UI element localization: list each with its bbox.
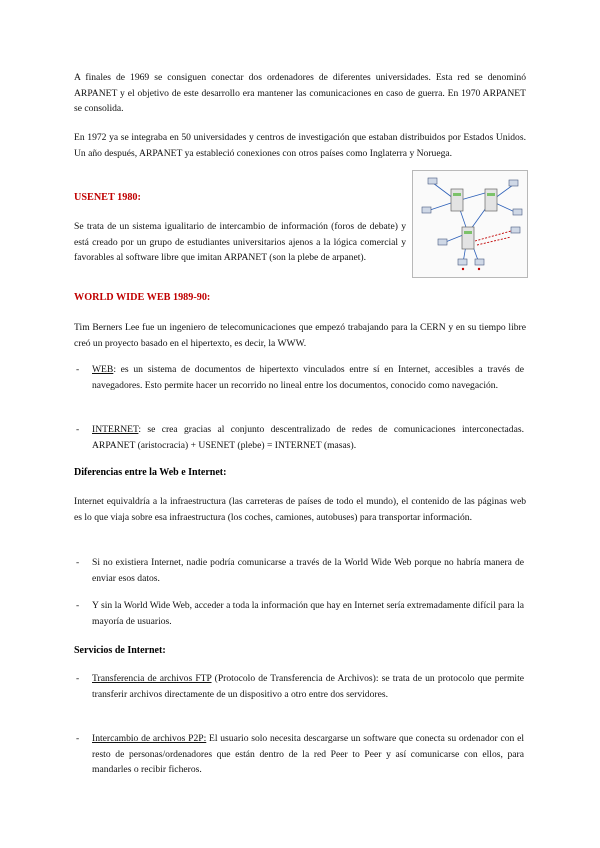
list-item-no-web: [76, 598, 524, 629]
paragraph-usenet: Se trata de un sistema igualitario de intercambio de información (foros de debate) y está creado por un grupo de estudiantes universitarios ajenos a la lógica comercial y favorables al software libre que imitan ARPANET (son la plebe de arpanet).: [74, 221, 406, 264]
bullet-dash: -: [76, 673, 80, 684]
definition-ftp: (Protocolo de Transferencia de Archivos): se trata de un protocolo que permite transferir archivos directamente de un dispositivo a otro entre dos servidores.: [92, 673, 524, 700]
term-p2p: Intercambio de archivos P2P:: [92, 733, 207, 744]
paragraph-www: Tim Berners Lee fue un ingeniero de telecomunicaciones que empezó trabajando para la CERN y en su tiempo libre creó un proyecto basado en el hipertexto, es decir, la WWW.: [74, 322, 526, 349]
definition-web: : es un sistema de documentos de hipertexto vinculados entre sí en Internet, accesibles a través de navegadores. Esto permite hacer un recorrido no lineal entre los documentos, conocido como navegación.: [92, 364, 524, 391]
bullet-dash: -: [76, 600, 80, 611]
bullet-text: Y sin la World Wide Web, acceder a toda la información que hay en Internet sería extremadamente difícil para la mayoría de usuarios.: [92, 600, 524, 627]
definition-internet: : se crea gracias al conjunto descentralizado de redes de comunicaciones interconectadas. ARPANET (aristocracia) + USENET (plebe) = INTERNET (masas).: [92, 424, 524, 451]
bullet-dash: -: [76, 364, 80, 375]
paragraph-arpanet-origin: A finales de 1969 se consiguen conectar dos ordenadores de diferentes universidades. Esta red se denominó ARPANET y el objetivo de este desarrollo era mantener las comunicaciones en caso de guerra. En 1970 ARPANET se consolida.: [74, 72, 526, 115]
list-item-no-internet: [76, 555, 524, 586]
paragraph-arpanet-expansion: En 1972 ya se integraba en 50 universidades y centros de investigación que estaban distribuidos por Estados Unidos. Un año después, ARPANET ya estableció conexiones con otros países como Inglaterra y Noruega.: [74, 132, 526, 159]
term-internet: INTERNET: [92, 424, 139, 435]
network-diagram-icon: [412, 170, 528, 278]
heading-differences: Diferencias entre la Web e Internet:: [74, 467, 227, 478]
list-item-internet: [76, 422, 524, 453]
heading-www: WORLD WIDE WEB 1989-90:: [74, 292, 211, 303]
network-diagram-graphic: [413, 171, 527, 277]
list-item-ftp: [76, 671, 524, 702]
bullet-dash: -: [76, 424, 80, 435]
bullet-dash: -: [76, 557, 80, 568]
term-web: WEB: [92, 364, 114, 375]
paragraph-differences: Internet equivaldría a la infraestructura (las carreteras de países de todo el mundo), el contenido de las páginas web es lo que viaja sobre esa infraestructura (los coches, camiones, autobuses) para transportar información.: [74, 496, 526, 523]
list-item-p2p: [76, 731, 524, 778]
bullet-text: Si no existiera Internet, nadie podría comunicarse a través de la World Wide Web porque no habría manera de enviar esos datos.: [92, 557, 524, 584]
term-ftp: Transferencia de archivos FTP: [92, 673, 212, 684]
heading-usenet: USENET 1980:: [74, 192, 141, 203]
list-item-web: [76, 362, 524, 393]
definition-p2p: El usuario solo necesita descargarse un software que conecta su ordenador con el resto de personas/ordenadores que están dentro de la red Peer to Peer y así comunicarse con ellos, para mandarles o recibir ficheros.: [92, 733, 524, 776]
heading-services: Servicios de Internet:: [74, 645, 166, 656]
bullet-dash: -: [76, 733, 80, 744]
